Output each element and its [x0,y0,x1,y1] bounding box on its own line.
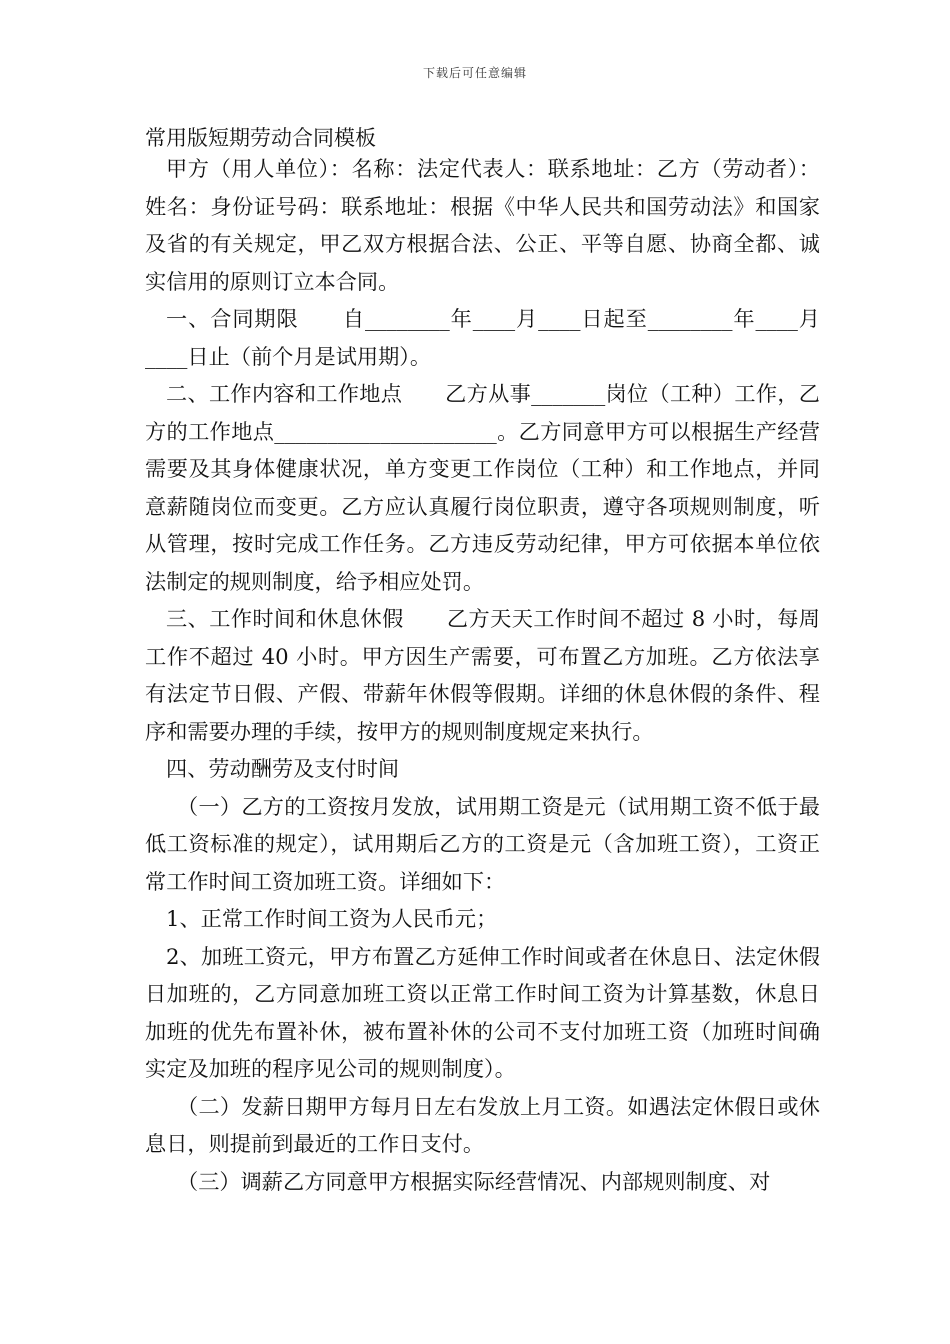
paragraph-work-content: 二、工作内容和工作地点 乙方从事_______岗位（工种）工作，乙方的工作地点_____________________。乙方同意甲方可以根据生产经营需要及其身体健康状况，单方变更工作岗位（工种）和工作地点，并同意薪随岗位而变更。乙方应认真履行岗位职责，遵守各项规则制度，听从管理，按时完成工作任务。乙方违反劳动纪律，甲方可依据本单位依法制定的规则制度，给予相应处罚。 [145,381,820,594]
paragraph-regular-wage: 1、正常工作时间工资为人民币元； [166,906,498,931]
paragraph-pay-date: （二）发薪日期甲方每月日左右发放上月工资。如遇法定休假日或休息日，则提前到最近的工作日支付。 [145,1093,820,1156]
document-body [145,150,820,1200]
paragraph-overtime: 2、加班工资元，甲方布置乙方延伸工作时间或者在休息日、法定休假日加班的，乙方同意加班工资以正常工作时间工资为计算基数，休息日加班的优先布置补休，被布置补休的公司不支付加班工资（加班时间确实定及加班的程序见公司的规则制度）。 [145,943,820,1081]
paragraph-contract-term: 一、合同期限 自________年____月____日起至________年____月____日止（前个月是试用期）。 [145,306,820,369]
paragraph-work-hours: 三、工作时间和休息休假 乙方天天工作时间不超过 8 小时，每周工作不超过 40 小时。甲方因生产需要，可布置乙方加班。乙方依法享有法定节日假、产假、带薪年休假等假期。详细的休息休假的条件、程序和需要办理的手续，按甲方的规则制度规定来执行。 [145,606,820,744]
paragraph-parties: 甲方（用人单位）：名称：法定代表人：联系地址：乙方（劳动者）：姓名：身份证号码：联系地址：根据《中华人民共和国劳动法》和国家及省的有关规定，甲乙双方根据合法、公正、平等自愿、协商全都、诚实信用的原则订立本合同。 [145,156,820,294]
paragraph-salary: （一）乙方的工资按月发放，试用期工资是元（试用期工资不低于最低工资标准的规定），试用期后乙方的工资是元（含加班工资），工资正常工作时间工资加班工资。详细如下： [145,793,820,894]
document-title: 常用版短期劳动合同模板 [145,126,376,150]
paragraph-salary-adjustment: （三）调薪乙方同意甲方根据实际经营情况、内部规则制度、对 [177,1168,771,1194]
paragraph-compensation-heading: 四、劳动酬劳及支付时间 [166,756,400,781]
header-note: 下载后可任意编辑 [422,66,527,80]
